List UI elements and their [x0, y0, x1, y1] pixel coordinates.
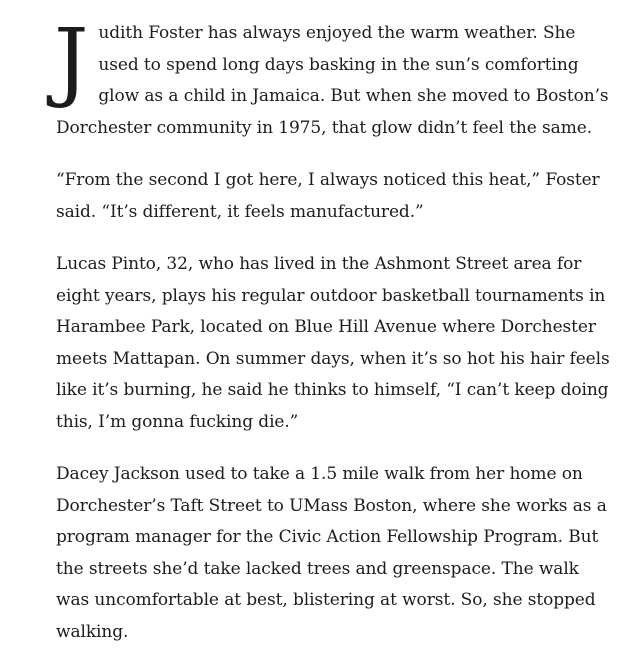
paragraph-1 [54, 11, 616, 144]
drop-cap: J [54, 11, 89, 111]
article-body [54, 11, 616, 669]
paragraph-2: “From the second I got here, I always noticed this heat,” Foster said. “It’s different, it feels manufactured.” [56, 170, 600, 222]
paragraph-1-text: udith Foster has always enjoyed the warm weather. She used to spend long days basking in the sun’s comforting glow as a child in Jamaica. But when she moved to Boston’s Dorchester community in 1975, that glow didn’t feel the same. [56, 23, 609, 138]
paragraph-4: Dacey Jackson used to take a 1.5 mile walk from her home on Dorchester’s Taft Street to UMass Boston, where she works as a program manager for the Civic Action Fellowship Program. But the streets she’d take lacked trees and greenspace. The walk was uncomfortable at best, blistering at worst. So, she stopped walking. [56, 464, 607, 642]
paragraph-3: Lucas Pinto, 32, who has lived in the Ashmont Street area for eight years, plays his regular outdoor basketball tournaments in Harambee Park, located on Blue Hill Avenue where Dorchester meets Mattapan. On summer days, when it’s so hot his hair feels like it’s burning, he said he thinks to himself, “I can’t keep doing this, I’m gonna fucking die.” [56, 254, 610, 432]
